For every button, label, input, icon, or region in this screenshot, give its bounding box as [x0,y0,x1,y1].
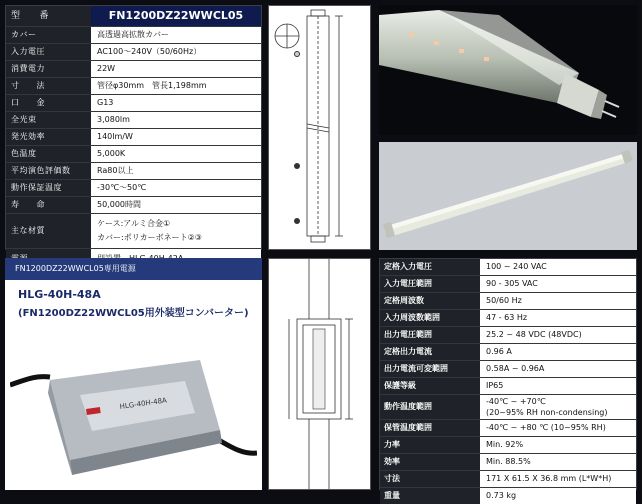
spec-key: 動作温度範囲 [380,395,480,419]
spec-value: IP65 [480,378,636,394]
psu-photo-svg [10,325,257,485]
spec-value: Ra80以上 [91,163,261,179]
spec-key: 定格出力電流 [380,344,480,360]
spec-value: -30℃～50℃ [91,180,261,196]
spec-key: 出力電圧範囲 [380,327,480,343]
spec-key: 主な材質 [6,214,91,248]
spec-key: 発光効率 [6,129,91,145]
spec-value [480,395,636,419]
spec-key: 重量 [380,488,480,504]
spec-key: 全光束 [6,112,91,128]
spec-key: カバー [6,27,91,43]
spec-key: 平均演色評価数 [6,163,91,179]
lamp-photo-closeup-svg [379,5,637,135]
psu-model: HLG-40H-48A [18,288,101,301]
spec-value: 0.58A ~ 0.96A [480,361,636,377]
spec-key: 定格入力電圧 [380,259,480,275]
lamp-photo-full-svg [379,142,637,250]
spec-value: 25.2 ~ 48 VDC (48VDC) [480,327,636,343]
spec-key: 効率 [380,454,480,470]
spec-key: 出力電流可変範囲 [380,361,480,377]
temp-line: (20~95% RH non-condensing) [486,408,608,417]
spec-row [380,276,636,293]
spec-value: 0.96 A [480,344,636,360]
spec-value: 50,000時間 [91,197,261,213]
spec-key: 動作保証温度 [6,180,91,196]
spec-value [91,214,261,248]
spec-row [380,437,636,454]
spec-row [380,293,636,310]
spec-row [380,471,636,488]
spec-value: 0.73 kg [480,488,636,504]
spec-row [6,44,261,61]
spec-row [380,310,636,327]
lamp-spec-table [5,5,262,250]
spec-row [380,378,636,395]
spec-row [6,180,261,197]
spec-value: -40℃ ~ +80 ℃ (10~95% RH) [480,420,636,436]
spec-value: G13 [91,95,261,111]
spec-row-materials [6,214,261,249]
spec-row [380,327,636,344]
spec-row [6,78,261,95]
spec-key: 色温度 [6,146,91,162]
lamp-drawing [268,5,371,250]
spec-key: 型 番 [6,6,91,26]
spec-key: 力率 [380,437,480,453]
spec-row [380,420,636,437]
spec-row [380,454,636,471]
lamp-photo-closeup [379,5,637,135]
spec-row [380,488,636,504]
spec-row [380,259,636,276]
psu-drawing-svg [269,259,370,489]
spec-value: Min. 92% [480,437,636,453]
spec-value: 管径φ30mm 管長1,198mm [91,78,261,94]
psu-description: (FN1200DZ22WWCL05用外装型コンバーター) [18,308,249,319]
spec-row [6,95,261,112]
spec-row [6,146,261,163]
spec-row [6,129,261,146]
spec-key: 消費電力 [6,61,91,77]
spec-row-operating-temp [380,395,636,420]
material-line: カバー:ポリカーボネート②③ [97,233,202,242]
spec-row [380,361,636,378]
spec-value: Min. 88.5% [480,454,636,470]
spec-key: 入力周波数範囲 [380,310,480,326]
psu-header-band: FN1200DZ22WWCL05専用電源 [5,258,262,280]
spec-key: 入力電圧範囲 [380,276,480,292]
spec-value: 5,000K [91,146,261,162]
spec-row [6,61,261,78]
spec-key: 寸法 [380,471,480,487]
spec-value: 171 X 61.5 X 36.8 mm (L*W*H) [480,471,636,487]
spec-key: 口 金 [6,95,91,111]
spec-value: 90 - 305 VAC [480,276,636,292]
spec-row [6,163,261,180]
spec-row [6,197,261,214]
spec-value: 140lm/W [91,129,261,145]
psu-spec-table [379,258,637,500]
spec-key: 寸 法 [6,78,91,94]
lamp-drawing-svg [269,6,370,249]
spec-row [6,27,261,44]
material-line: ケース:アルミ合金① [97,219,171,228]
spec-row-model [6,6,261,27]
psu-drawing [268,258,371,490]
spec-value: 100 ~ 240 VAC [480,259,636,275]
spec-value: 高透過高拡散カバー [91,27,261,43]
temp-line: -40℃ ~ +70℃ [486,397,546,406]
spec-key: 寿 命 [6,197,91,213]
spec-value: 50/60 Hz [480,293,636,309]
spec-value: 22W [91,61,261,77]
spec-key: 保管温度範囲 [380,420,480,436]
spec-row [6,112,261,129]
spec-value: AC100～240V（50/60Hz） [91,44,261,60]
model-number: FN1200DZ22WWCL05 [91,6,261,26]
psu-label-text: HLG-40H-48A [119,396,168,411]
spec-key: 定格周波数 [380,293,480,309]
spec-value: 3,080lm [91,112,261,128]
spec-key: 入力電圧 [6,44,91,60]
spec-row [380,344,636,361]
lamp-photo-full [379,142,637,250]
spec-key: 保護等級 [380,378,480,394]
spec-value: 47 - 63 Hz [480,310,636,326]
psu-photo [10,325,257,485]
